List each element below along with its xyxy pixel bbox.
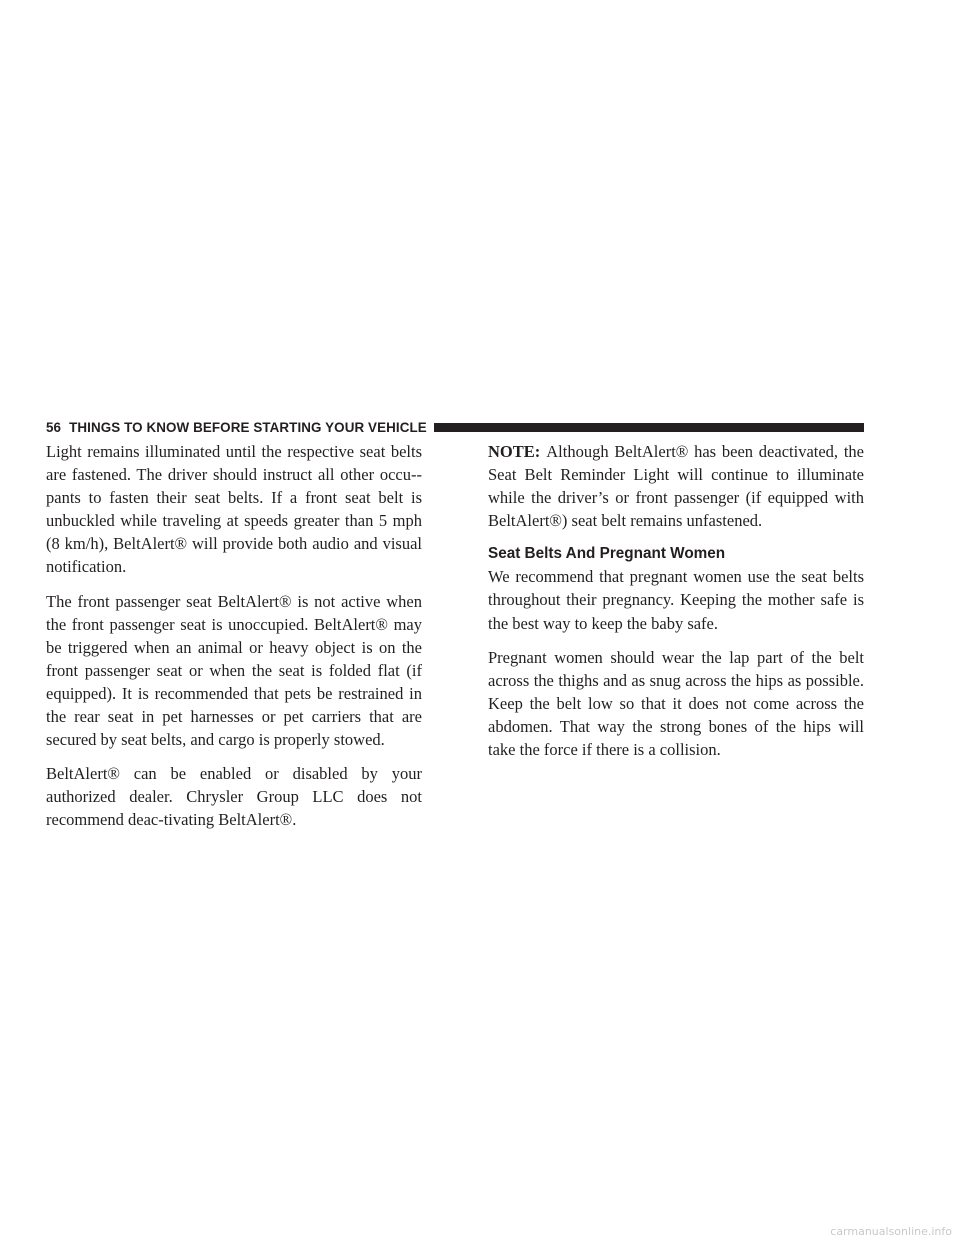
header-text	[46, 420, 427, 435]
left-column	[46, 440, 422, 843]
paragraph-light-remains: Light remains illuminated until the respective seat belts are fastened. The driver should instruct all other occu-pants to fasten their seat belts. If a front seat belt is unbuckled while traveling at speeds greater than 5 mph (8 km/h), BeltAlert® will provide both audio and visual notification.	[46, 442, 422, 577]
chapter-title: THINGS TO KNOW BEFORE STARTING YOUR VEHICLE	[69, 419, 427, 435]
paragraph-pregnant-recommend: We recommend that pregnant women use the seat belts throughout their pregnancy. Keeping the mother safe is the best way to keep the baby safe.	[488, 567, 864, 633]
page-number: 56	[46, 419, 62, 435]
note-label: NOTE:	[488, 442, 541, 461]
paragraph-enable-disable: BeltAlert® can be enabled or disabled by your authorized dealer. Chrysler Group LLC does not recommend deac-tivating BeltAlert®.	[46, 764, 422, 830]
note-text: Although BeltAlert® has been deactivated, the Seat Belt Reminder Light will continue to illuminate while the driver’s or front passenger (if equipped with BeltAlert®) seat belt remains unfastened.	[488, 442, 864, 531]
right-column	[488, 440, 864, 772]
watermark-text: carmanualsonline.info	[830, 1225, 952, 1238]
section-heading: Seat Belts And Pregnant Women	[488, 545, 726, 563]
page-header	[46, 417, 864, 437]
header-rule	[434, 423, 864, 432]
paragraph-front-passenger: The front passenger seat BeltAlert® is not active when the front passenger seat is unoccupied. BeltAlert® may be triggered when an animal or heavy object is on the front passenger seat or when the seat is folded flat (if equipped). It is recommended that pets be restrained in the rear seat in pet harnesses or pet carriers that are secured by seat belts, and cargo is properly stowed.	[46, 591, 422, 750]
note-paragraph	[488, 440, 864, 532]
paragraph-pregnant-wear: Pregnant women should wear the lap part of the belt across the thighs and as snug across the hips as possible. Keep the belt low so that it does not come across the abdomen. That way the strong bones of the hips will take the force if there is a collision.	[488, 647, 864, 760]
